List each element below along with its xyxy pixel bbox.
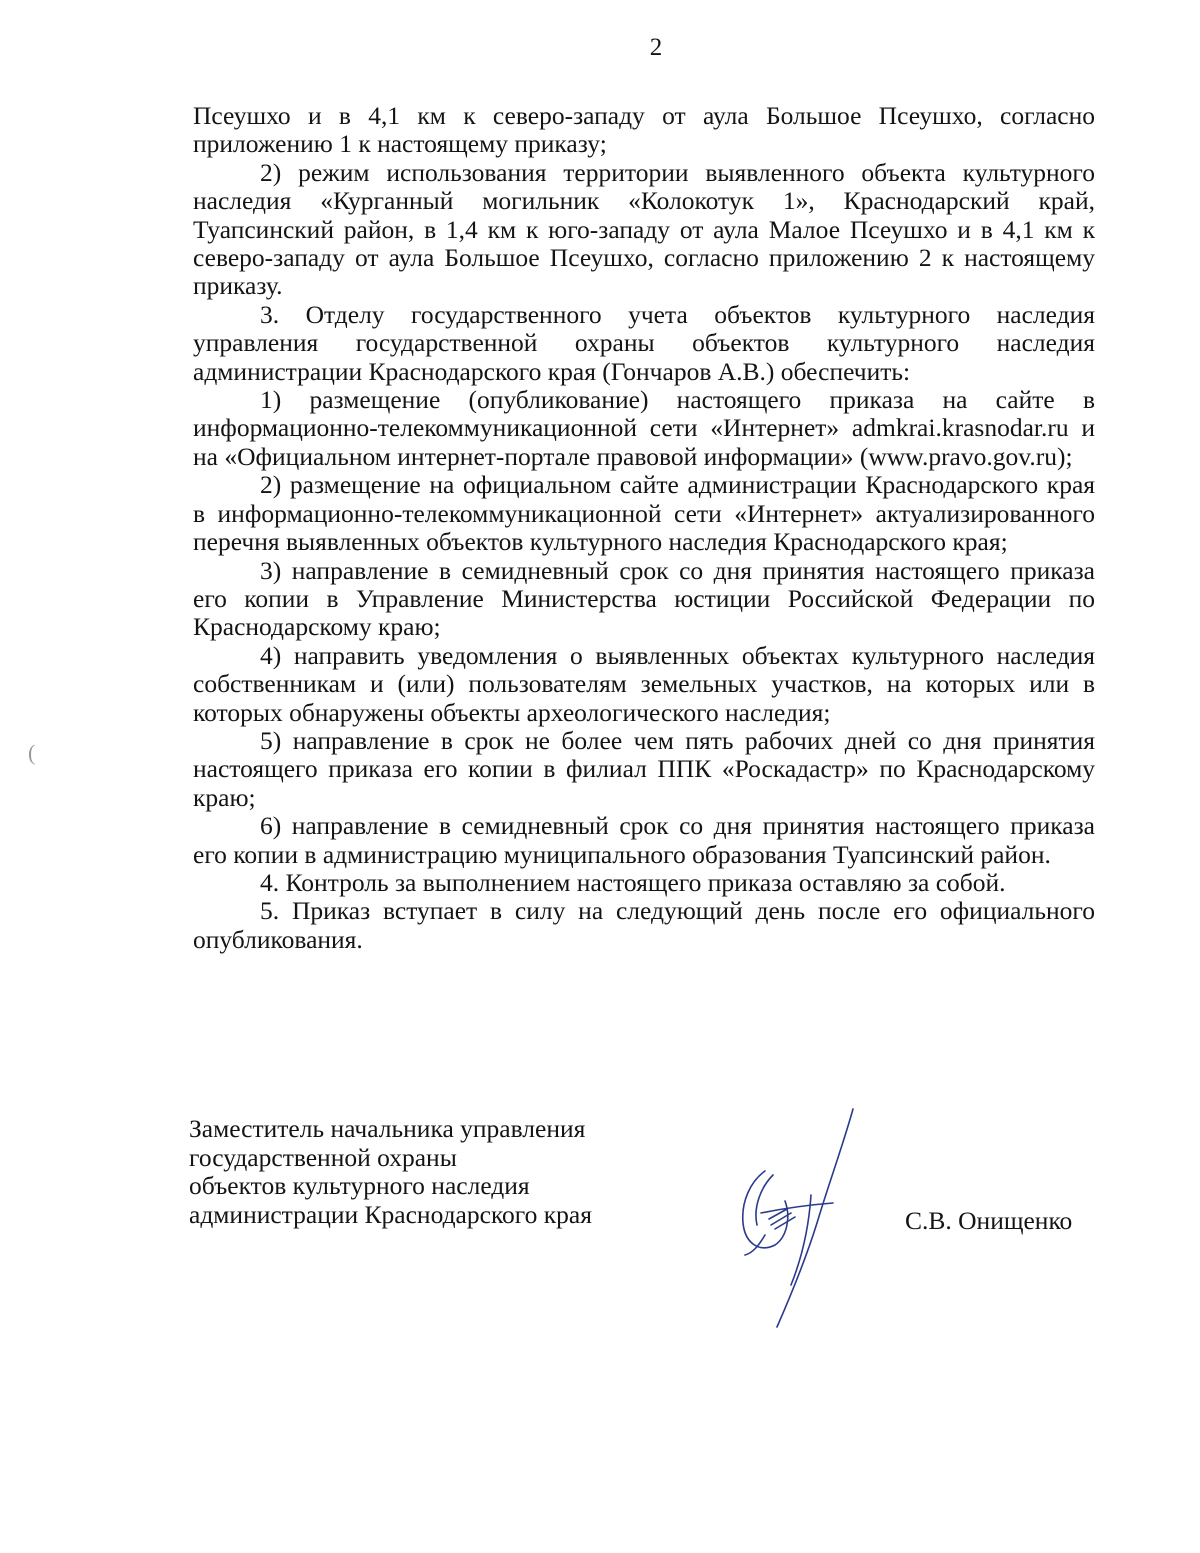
paragraph-item-4: 4. Контроль за выполнением настоящего приказа оставляю за собой. [260,867,1006,897]
paragraph-subitem-5: 5) направление в срок не более чем пять рабочих дней со дня принятия настоящего приказа его копии в филиал ППК «Роскадастр» по Краснодарскому краю; [193,725,1095,812]
document-body [193,102,1095,954]
paragraph-item-5: 5. Приказ вступает в силу на следующий день после его официального опубликования. [193,896,1095,954]
paragraph-subitem-6: 6) направление в семидневный срок со дня принятия настоящего приказа его копии в администрацию муниципального образования Туапсинский район. [193,811,1095,869]
margin-bracket-mark: ( [28,740,36,765]
signer-position-line: администрации Краснодарского края [189,1199,592,1229]
paragraph-continuation: Псеушхо и в 4,1 км к северо-западу от аула Большое Псеушхо, согласно приложению 1 к настоящему приказу; [193,101,1095,159]
signer-position [189,1115,649,1229]
handwritten-signature [725,1105,865,1335]
page-number: 2 [649,34,663,61]
signer-position-line: государственной охраны [189,1142,457,1172]
signer-position-line: Заместитель начальника управления [189,1114,586,1143]
signer-position-line: объектов культурного наследия [189,1171,530,1201]
paragraph-item-3: 3. Отделу государственного учета объектов культурного наследия управления государственной охраны объектов культурного наследия администрации Краснодарского края (Гончаров А.В.) обеспечить: [193,299,1095,386]
paragraph-subitem-3: 3) направление в семидневный срок со дня принятия настоящего приказа его копии в Управление Министерства юстиции Российской Федерации по Краснодарскому краю; [193,555,1095,642]
paragraph-subitem-4: 4) направить уведомления о выявленных объектах культурного наследия собственникам и (или) пользователям земельных участков, на которых или в которых обнаружены объекты археологического наследия; [193,640,1095,727]
signer-name: С.В. Онищенко [905,1206,1073,1235]
paragraph-subitem-1: 1) размещение (опубликование) настоящего приказа на сайте в информационно-телекоммуникационной сети «Интернет» admkrai.krasnodar.ru и на «Официальном интернет-портале правовой информации» (www.pravo.gov.ru); [193,385,1095,471]
paragraph-item-2: 2) режим использования территории выявленного объекта культурного наследия «Курганный могильник «Колокотук 1», Краснодарский край, Туапсинский район, в 1,4 км к юго-западу от аула Малое Псеушхо и в 4,1 км к северо-западу от аула Большое Псеушхо, согласно приложению 2 к настоящему приказу. [193,157,1095,301]
paragraph-subitem-2: 2) размещение на официальном сайте администрации Краснодарского края в информационно-телекоммуникационной сети «Интернет» актуализированного перечня выявленных объектов культурного наследия Краснодарского края; [193,470,1095,557]
